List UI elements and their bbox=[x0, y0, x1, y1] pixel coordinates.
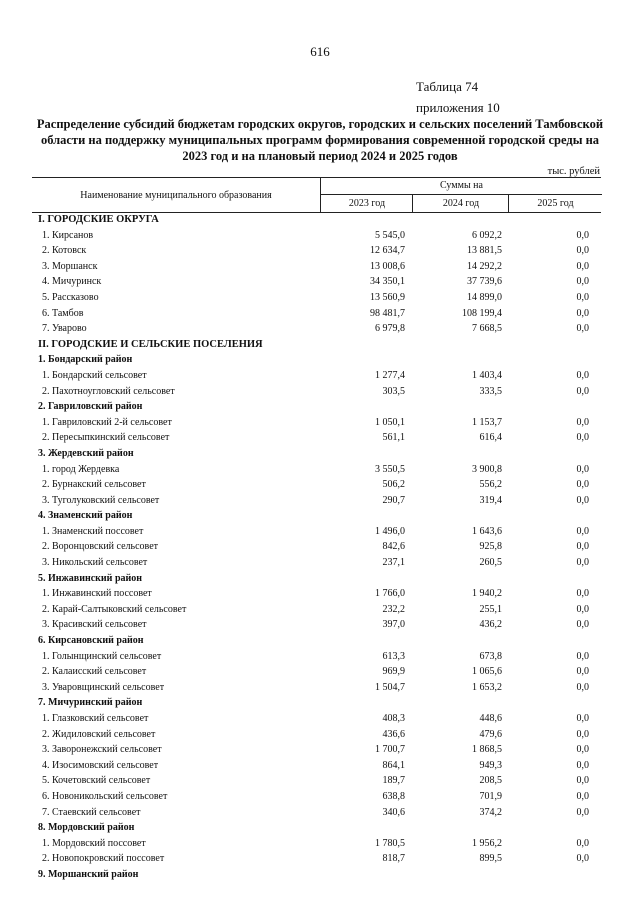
value-2025: 0,0 bbox=[576, 806, 589, 818]
value-2025: 0,0 bbox=[576, 260, 589, 272]
value-2024: 333,5 bbox=[479, 385, 502, 397]
value-2023: 1 700,7 bbox=[375, 744, 405, 756]
value-2023: 5 545,0 bbox=[375, 229, 405, 241]
row-name: 6. Тамбов bbox=[42, 307, 84, 319]
value-2024: 37 739,6 bbox=[467, 276, 502, 288]
row-name: 4. Знаменский район bbox=[38, 510, 133, 522]
table-row bbox=[32, 711, 601, 727]
value-2025: 0,0 bbox=[576, 525, 589, 537]
value-2025: 0,0 bbox=[576, 681, 589, 693]
value-2023: 13 560,9 bbox=[370, 291, 405, 303]
row-name: 1. Глазковский сельсовет bbox=[42, 713, 149, 724]
value-2025: 0,0 bbox=[576, 291, 589, 303]
table-row bbox=[32, 493, 601, 509]
table-row bbox=[32, 727, 601, 743]
district-heading-row bbox=[32, 633, 601, 649]
value-2023: 864,1 bbox=[382, 759, 405, 771]
table-row bbox=[32, 306, 601, 322]
value-2024: 1 956,2 bbox=[472, 837, 502, 849]
row-name: 2. Воронцовский сельсовет bbox=[42, 541, 158, 553]
value-2024: 479,6 bbox=[479, 728, 502, 740]
row-name: 5. Рассказово bbox=[42, 291, 99, 303]
value-2024: 13 881,5 bbox=[467, 245, 502, 257]
row-name: 2. Карай-Салтыковский сельсовет bbox=[42, 603, 187, 615]
value-2024: 949,3 bbox=[479, 759, 502, 771]
value-2023: 1 496,0 bbox=[375, 525, 405, 537]
table-row bbox=[32, 617, 601, 633]
value-2025: 0,0 bbox=[576, 463, 589, 475]
table-row bbox=[32, 789, 601, 805]
value-2024: 14 899,0 bbox=[467, 291, 502, 303]
table-row bbox=[32, 602, 601, 618]
district-heading-row bbox=[32, 695, 601, 711]
row-name: 1. Мордовский поссовет bbox=[42, 837, 146, 849]
value-2025: 0,0 bbox=[576, 650, 589, 662]
row-name: 3. Красивский сельсовет bbox=[42, 619, 147, 631]
value-2025: 0,0 bbox=[576, 479, 589, 491]
value-2025: 0,0 bbox=[576, 775, 589, 787]
value-2024: 673,8 bbox=[479, 650, 502, 662]
value-2025: 0,0 bbox=[576, 588, 589, 600]
value-2023: 408,3 bbox=[382, 713, 405, 724]
column-header-2024: 2024 год bbox=[412, 195, 509, 212]
value-2024: 1 940,2 bbox=[472, 588, 502, 600]
table-row bbox=[32, 664, 601, 680]
table-row bbox=[32, 773, 601, 789]
value-2025: 0,0 bbox=[576, 385, 589, 397]
value-2024: 255,1 bbox=[479, 603, 502, 615]
table-row bbox=[32, 836, 601, 852]
row-name: 2. Калаисский сельсовет bbox=[42, 666, 147, 678]
value-2023: 818,7 bbox=[382, 853, 405, 865]
value-2023: 34 350,1 bbox=[370, 276, 405, 288]
value-2024: 701,9 bbox=[479, 790, 502, 802]
district-heading-row bbox=[32, 399, 601, 415]
table-row bbox=[32, 368, 601, 384]
value-2023: 397,0 bbox=[382, 619, 405, 631]
row-name: 3. Уваровщинский сельсовет bbox=[42, 681, 165, 693]
value-2024: 448,6 bbox=[479, 713, 502, 724]
row-name: 1. Инжавинский поссовет bbox=[42, 588, 152, 600]
value-2023: 340,6 bbox=[382, 806, 405, 818]
value-2023: 13 008,6 bbox=[370, 260, 405, 272]
value-2024: 260,5 bbox=[479, 557, 502, 569]
table-row bbox=[32, 680, 601, 696]
value-2025: 0,0 bbox=[576, 369, 589, 381]
table-row bbox=[32, 555, 601, 571]
row-name: 1. Кирсанов bbox=[42, 229, 94, 241]
table-row bbox=[32, 430, 601, 446]
value-2025: 0,0 bbox=[576, 603, 589, 615]
value-2024: 1 643,6 bbox=[472, 525, 502, 537]
value-2025: 0,0 bbox=[576, 245, 589, 257]
value-2025: 0,0 bbox=[576, 541, 589, 553]
value-2025: 0,0 bbox=[576, 557, 589, 569]
table-row bbox=[32, 477, 601, 493]
value-2025: 0,0 bbox=[576, 416, 589, 428]
value-2023: 506,2 bbox=[382, 479, 405, 491]
row-name: 6. Кирсановский район bbox=[38, 635, 144, 647]
table-row bbox=[32, 243, 601, 259]
value-2024: 208,5 bbox=[479, 775, 502, 787]
value-2024: 7 668,5 bbox=[472, 323, 502, 335]
value-2025: 0,0 bbox=[576, 276, 589, 288]
units-label: тыс. рублей bbox=[547, 166, 600, 177]
value-2023: 1 766,0 bbox=[375, 588, 405, 600]
value-2024: 1 868,5 bbox=[472, 744, 502, 756]
value-2024: 899,5 bbox=[479, 853, 502, 865]
value-2025: 0,0 bbox=[576, 790, 589, 802]
column-header-2025: 2025 год bbox=[508, 195, 602, 212]
row-name: II. ГОРОДСКИЕ И СЕЛЬСКИЕ ПОСЕЛЕНИЯ bbox=[38, 338, 263, 350]
value-2024: 436,2 bbox=[479, 619, 502, 631]
table-row bbox=[32, 462, 601, 478]
value-2025: 0,0 bbox=[576, 307, 589, 319]
table-body bbox=[32, 212, 601, 883]
column-header-sums: Суммы на bbox=[320, 178, 602, 195]
row-name: 2. Гавриловский район bbox=[38, 401, 143, 413]
row-name: 2. Бурнакский сельсовет bbox=[42, 479, 146, 491]
table-row bbox=[32, 290, 601, 306]
document-title: Распределение субсидий бюджетам городских округов, городских и сельских поселений Тамбовской области на поддержку муниципальных программ формирования современной городской среды на 2023 год и на плановый период 2024 и 2025 годов bbox=[36, 117, 604, 163]
row-name: 2. Пахотноугловский сельсовет bbox=[42, 385, 175, 397]
district-heading-row bbox=[32, 820, 601, 836]
value-2025: 0,0 bbox=[576, 713, 589, 724]
row-name: 6. Новоникольский сельсовет bbox=[42, 790, 168, 802]
value-2024: 14 292,2 bbox=[467, 260, 502, 272]
value-2025: 0,0 bbox=[576, 432, 589, 444]
value-2023: 232,2 bbox=[382, 603, 405, 615]
value-2024: 6 092,2 bbox=[472, 229, 502, 241]
table-label: Таблица 74 bbox=[416, 79, 479, 94]
row-name: 7. Мичуринский район bbox=[38, 697, 143, 709]
row-name: 1. Бондарский сельсовет bbox=[42, 369, 147, 381]
table-row bbox=[32, 259, 601, 275]
value-2023: 1 277,4 bbox=[375, 369, 405, 381]
row-name: 3. Туголуковский сельсовет bbox=[42, 494, 160, 506]
value-2023: 12 634,7 bbox=[370, 245, 405, 257]
table-row bbox=[32, 758, 601, 774]
value-2023: 969,9 bbox=[382, 666, 405, 678]
table-row bbox=[32, 274, 601, 290]
row-name: I. ГОРОДСКИЕ ОКРУГА bbox=[38, 214, 159, 225]
value-2024: 616,4 bbox=[479, 432, 502, 444]
district-heading-row bbox=[32, 352, 601, 368]
value-2024: 1 153,7 bbox=[472, 416, 502, 428]
value-2023: 613,3 bbox=[382, 650, 405, 662]
table-row bbox=[32, 586, 601, 602]
row-name: 3. Никольский сельсовет bbox=[42, 557, 148, 569]
row-name: 5. Инжавинский район bbox=[38, 572, 143, 584]
table-row bbox=[32, 384, 601, 400]
appendix-label: приложения 10 bbox=[416, 100, 500, 115]
value-2024: 1 653,2 bbox=[472, 681, 502, 693]
table-row bbox=[32, 539, 601, 555]
table-row bbox=[32, 851, 601, 867]
value-2025: 0,0 bbox=[576, 323, 589, 335]
table-row bbox=[32, 805, 601, 821]
district-heading-row bbox=[32, 571, 601, 587]
district-heading-row bbox=[32, 446, 601, 462]
value-2023: 1 780,5 bbox=[375, 837, 405, 849]
value-2025: 0,0 bbox=[576, 837, 589, 849]
district-heading-row bbox=[32, 508, 601, 524]
row-name: 2. Котовск bbox=[42, 245, 87, 257]
value-2025: 0,0 bbox=[576, 759, 589, 771]
column-header-name: Наименование муниципального образования bbox=[80, 189, 272, 201]
value-2023: 638,8 bbox=[382, 790, 405, 802]
row-name: 3. Заворонежский сельсовет bbox=[42, 744, 162, 756]
page-number: 616 bbox=[310, 44, 330, 59]
table-row bbox=[32, 649, 601, 665]
value-2025: 0,0 bbox=[576, 853, 589, 865]
row-name: 2. Новопокровский поссовет bbox=[42, 853, 165, 865]
row-name: 4. Мичуринск bbox=[42, 276, 102, 288]
value-2023: 6 979,8 bbox=[375, 323, 405, 335]
row-name: 2. Пересыпкинский сельсовет bbox=[42, 432, 170, 444]
row-name: 1. Голынщинский сельсовет bbox=[42, 650, 162, 662]
value-2023: 842,6 bbox=[382, 541, 405, 553]
table-row bbox=[32, 742, 601, 758]
value-2024: 374,2 bbox=[479, 806, 502, 818]
table-header bbox=[32, 177, 601, 213]
value-2024: 108 199,4 bbox=[462, 307, 502, 319]
value-2024: 1 065,6 bbox=[472, 666, 502, 678]
value-2023: 3 550,5 bbox=[375, 463, 405, 475]
row-name: 9. Моршанский район bbox=[38, 868, 139, 880]
value-2025: 0,0 bbox=[576, 728, 589, 740]
table-row bbox=[32, 228, 601, 244]
value-2025: 0,0 bbox=[576, 744, 589, 756]
value-2023: 237,1 bbox=[382, 557, 405, 569]
row-name: 8. Мордовский район bbox=[38, 822, 135, 834]
row-name: 1. Гавриловский 2-й сельсовет bbox=[42, 416, 172, 428]
table-row bbox=[32, 524, 601, 540]
section-heading-row bbox=[32, 337, 601, 353]
value-2023: 189,7 bbox=[382, 775, 405, 787]
value-2024: 1 403,4 bbox=[472, 369, 502, 381]
value-2024: 3 900,8 bbox=[472, 463, 502, 475]
row-name: 3. Жердевский район bbox=[38, 447, 134, 459]
row-name: 5. Кочетовский сельсовет bbox=[42, 775, 151, 787]
row-name: 7. Стаевский сельсовет bbox=[42, 806, 141, 818]
value-2025: 0,0 bbox=[576, 666, 589, 678]
value-2023: 1 504,7 bbox=[375, 681, 405, 693]
row-name: 2. Жидиловский сельсовет bbox=[42, 728, 156, 740]
value-2024: 556,2 bbox=[479, 479, 502, 491]
table-row bbox=[32, 415, 601, 431]
row-name: 1. Знаменский поссовет bbox=[42, 525, 144, 537]
value-2023: 561,1 bbox=[382, 432, 405, 444]
district-heading-row bbox=[32, 867, 601, 883]
row-name: 1. Бондарский район bbox=[38, 354, 133, 366]
value-2025: 0,0 bbox=[576, 229, 589, 241]
value-2023: 436,6 bbox=[382, 728, 405, 740]
column-header-2023: 2023 год bbox=[320, 195, 413, 212]
value-2023: 290,7 bbox=[382, 494, 405, 506]
row-name: 4. Изосимовский сельсовет bbox=[42, 759, 159, 771]
value-2025: 0,0 bbox=[576, 494, 589, 506]
value-2025: 0,0 bbox=[576, 619, 589, 631]
row-name: 7. Уварово bbox=[42, 323, 87, 335]
value-2023: 98 481,7 bbox=[370, 307, 405, 319]
section-heading-row bbox=[32, 212, 601, 228]
value-2024: 319,4 bbox=[479, 494, 502, 506]
value-2023: 303,5 bbox=[382, 385, 405, 397]
value-2023: 1 050,1 bbox=[375, 416, 405, 428]
row-name: 1. город Жердевка bbox=[42, 463, 120, 475]
value-2024: 925,8 bbox=[479, 541, 502, 553]
row-name: 3. Моршанск bbox=[42, 260, 98, 272]
table-row bbox=[32, 321, 601, 337]
